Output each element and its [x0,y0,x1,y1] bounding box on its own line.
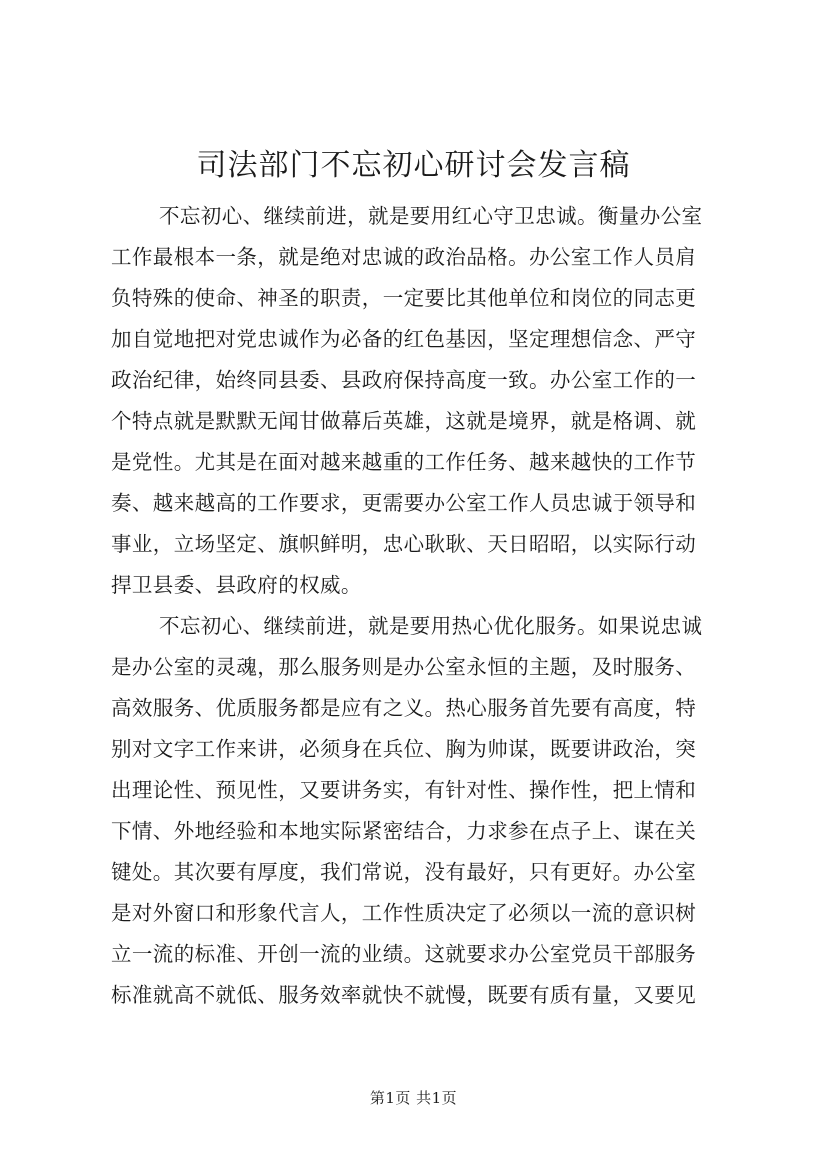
paragraph-2-line-5: 出理论性、预见性，又要讲务实，有针对性、操作性，把上情和 [111,778,697,802]
paragraph-1-line-7: 是党性。尤其是在面对越来越重的工作任务、越来越快的工作节 [111,450,697,474]
document-title: 司法部门不忘初心研讨会发言稿 [196,148,631,183]
paragraph-1-line-6: 个特点就是默默无闻甘做幕后英雄，这就是境界，就是格调、就 [111,409,697,433]
paragraph-2-line-3: 高效服务、优质服务都是应有之义。热心服务首先要有高度，特 [111,696,697,720]
page-number-footer: 第1页 共1页 [369,1089,458,1107]
paragraph-1-line-10: 捍卫县委、县政府的权威。 [111,573,362,597]
paragraph-2-line-9: 立一流的标准、开创一流的业绩。这就要求办公室党员干部服务 [111,942,697,966]
paragraph-1-line-9: 事业，立场坚定、旗帜鲜明，忠心耿耿、天日昭昭，以实际行动 [111,532,697,556]
paragraph-2-line-10: 标准就高不就低、服务效率就快不就慢，既要有质有量，又要见 [111,983,697,1007]
paragraph-2-line-8: 是对外窗口和形象代言人，工作性质决定了必须以一流的意识树 [111,901,697,925]
paragraph-1-line-5: 政治纪律，始终同县委、县政府保持高度一致。办公室工作的一 [111,368,697,392]
paragraph-2-line-7: 键处。其次要有厚度，我们常说，没有最好，只有更好。办公室 [111,860,697,884]
paragraph-1-line-1: 不忘初心、继续前进，就是要用红心守卫忠诚。衡量办公室 [159,204,703,228]
paragraph-2-line-1: 不忘初心、继续前进，就是要用热心优化服务。如果说忠诚 [159,614,703,638]
paragraph-2-line-2: 是办公室的灵魂，那么服务则是办公室永恒的主题，及时服务、 [111,655,697,679]
paragraph-2-line-6: 下情、外地经验和本地实际紧密结合，力求参在点子上、谋在关 [111,819,697,843]
document-body [111,196,751,1016]
paragraph-1-line-3: 负特殊的使命、神圣的职责，一定要比其他单位和岗位的同志更 [111,286,697,310]
paragraph-2-line-4: 别对文字工作来讲，必须身在兵位、胸为帅谋，既要讲政治，突 [111,737,697,761]
paragraph-1-line-2: 工作最根本一条，就是绝对忠诚的政治品格。办公室工作人员肩 [111,245,697,269]
paragraph-1-line-8: 奏、越来越高的工作要求，更需要办公室工作人员忠诚于领导和 [111,491,697,515]
paragraph-1-line-4: 加自觉地把对党忠诚作为必备的红色基因，坚定理想信念、严守 [111,327,697,351]
